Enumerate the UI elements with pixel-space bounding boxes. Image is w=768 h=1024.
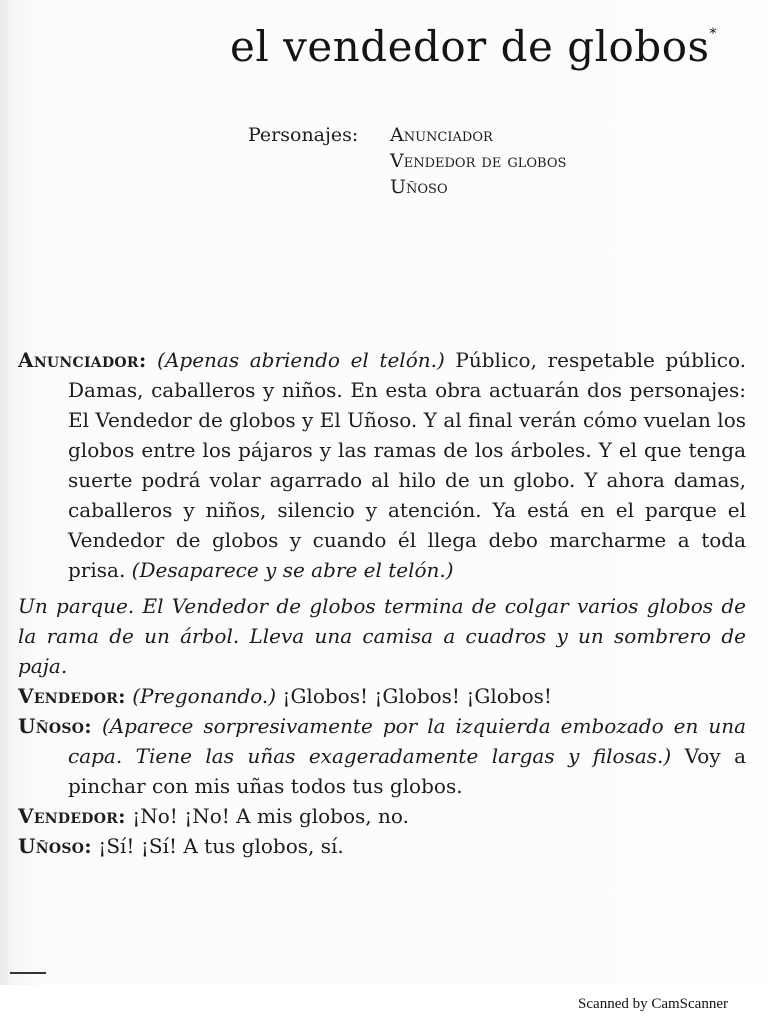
speaker-name: Uñoso:	[18, 834, 92, 858]
dialogue-text: ¡Sí! ¡Sí! A tus globos, sí.	[91, 834, 344, 858]
character-name: Uñoso	[390, 176, 448, 198]
dialogue-line	[18, 831, 746, 861]
stage-direction: (Desaparece y se abre el telón.)	[131, 558, 454, 582]
dialogue-text: ¡Globos! ¡Globos! ¡Globos!	[276, 684, 552, 708]
character-list-label: Personajes:	[248, 124, 359, 146]
character-name: Vendedor de globos	[390, 150, 567, 172]
stage-direction: (Pregonando.)	[132, 684, 277, 708]
dialogue-line	[18, 345, 746, 585]
speaker-name: Vendedor:	[18, 804, 126, 828]
stage-direction: (Aparece sorpresivamente por la izquierda embozado en una capa. Tiene las uñas exageradamente largas y filosas.)	[68, 714, 747, 768]
speaker-name: Uñoso:	[18, 714, 92, 738]
page-title	[230, 22, 750, 71]
play-text	[18, 345, 746, 861]
stage-description: Un parque. El Vendedor de globos termina de colgar varios globos de la rama de un árbol. Lleva una camisa a cuadros y un sombrero de paja.	[18, 594, 746, 678]
scanner-watermark: Scanned by CamScanner	[578, 996, 728, 1012]
dialogue-line	[18, 801, 746, 831]
title-text: el vendedor de globos	[230, 22, 710, 71]
dialogue-text: ¡No! ¡No! A mis globos, no.	[125, 804, 409, 828]
footnote-rule	[10, 972, 46, 974]
dialogue-line	[18, 711, 746, 801]
dialogue-text: Público, respetable público. Damas, caballeros y niños. En esta obra actuarán dos personajes: El Vendedor de globos y El Uñoso. Y al final verán cómo vuelan los globos entre los pájaros y las ramas de los árboles. Y el que tenga suerte podrá volar agarrado al hilo de un globo. Y ahora damas, caballeros y niños, silencio y atención. Ya está en el parque el Vendedor de globos y cuando él llega debo marcharme a toda prisa.	[68, 348, 747, 582]
speaker-name: Anunciador:	[18, 348, 147, 372]
title-footnote-mark: *	[709, 26, 718, 42]
dialogue-text: Voy a pinchar con mis uñas todos tus globos.	[68, 744, 746, 798]
dialogue-line	[18, 681, 746, 711]
stage-direction: (Apenas abriendo el telón.)	[157, 348, 445, 372]
character-names	[390, 122, 690, 200]
character-name: Anunciador	[390, 124, 493, 146]
speaker-name: Vendedor:	[18, 684, 126, 708]
